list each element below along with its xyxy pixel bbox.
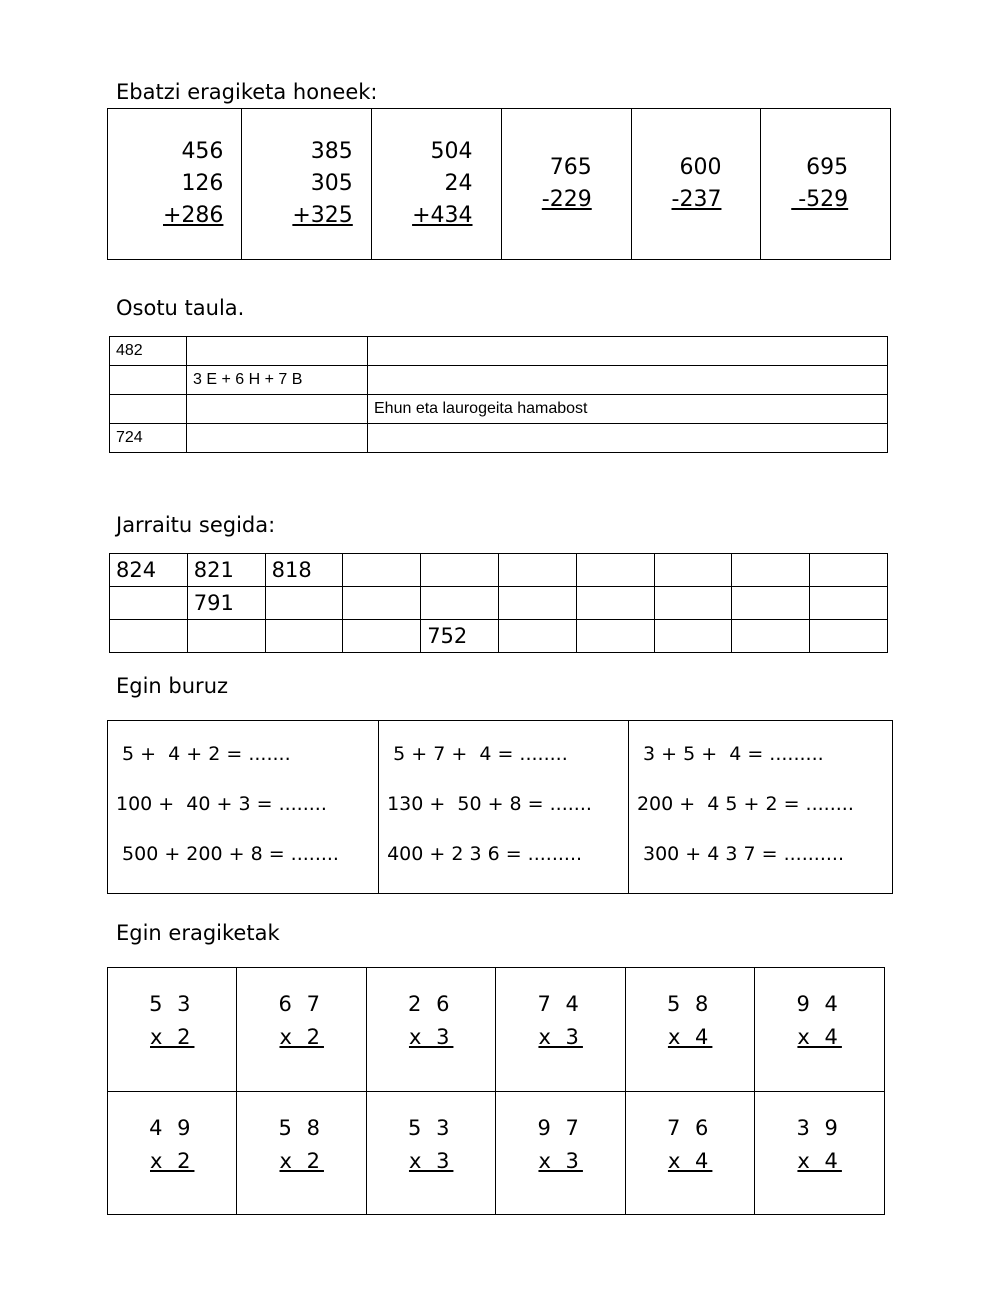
- multiplication-cell[interactable]: [755, 1091, 885, 1215]
- operand: 305: [310, 171, 353, 196]
- sequence-cell[interactable]: [732, 620, 810, 653]
- table-cell[interactable]: [368, 424, 888, 453]
- operand-last: -229: [541, 187, 592, 212]
- multiplicand: 7 6: [667, 1115, 713, 1140]
- sequence-cell[interactable]: [654, 587, 732, 620]
- mental-column: [108, 721, 379, 894]
- multiplication-table: [107, 967, 885, 1215]
- multiplier: x 4: [797, 1025, 842, 1049]
- sequence-table: [109, 553, 888, 653]
- table-cell[interactable]: [110, 395, 187, 424]
- multiplicand: 7 4: [537, 992, 583, 1016]
- complete-table: [109, 336, 888, 453]
- sequence-cell[interactable]: 791: [187, 587, 265, 620]
- multiplication-cell[interactable]: [496, 1091, 625, 1215]
- operations-table: [107, 108, 891, 260]
- multiplier: x 2: [150, 1025, 195, 1049]
- section-title-multiplication: Egin eragiketak: [116, 921, 280, 945]
- multiplicand: 5 3: [408, 1115, 454, 1140]
- operation-cell[interactable]: [242, 109, 372, 260]
- table-cell[interactable]: [187, 395, 368, 424]
- sequence-cell[interactable]: [110, 587, 188, 620]
- multiplier: x 3: [538, 1148, 583, 1173]
- sequence-cell[interactable]: [810, 554, 888, 587]
- table-cell[interactable]: [187, 424, 368, 453]
- multiplication-stack: [130, 988, 194, 1054]
- multiplication-stack: [777, 1112, 841, 1178]
- table-cell[interactable]: 3 E + 6 H + 7 B: [187, 366, 368, 395]
- multiplicand: 4 9: [149, 1115, 195, 1140]
- operation-cell[interactable]: [108, 109, 242, 260]
- sequence-cell[interactable]: [654, 620, 732, 653]
- mental-expression[interactable]: 300 + 4 3 7 = ..........: [636, 843, 844, 865]
- mental-expression[interactable]: 200 + 4 5 + 2 = ........: [636, 793, 854, 815]
- multiplication-stack: [259, 988, 323, 1054]
- sequence-cell[interactable]: [498, 554, 576, 587]
- sequence-cell[interactable]: 818: [265, 554, 343, 587]
- mental-expression[interactable]: 400 + 2 3 6 = .........: [387, 843, 583, 865]
- operand-last: +434: [412, 203, 473, 228]
- sequence-cell[interactable]: [810, 587, 888, 620]
- multiplicand: 9 4: [796, 992, 842, 1016]
- operation-cell[interactable]: [501, 109, 631, 260]
- multiplication-row: [108, 968, 885, 1092]
- sequence-cell[interactable]: [265, 620, 343, 653]
- multiplicand: 9 7: [537, 1115, 583, 1140]
- operation-stack: [412, 136, 472, 232]
- operation-cell[interactable]: [761, 109, 891, 260]
- multiplier: x 4: [797, 1148, 842, 1173]
- table-cell[interactable]: 482: [110, 337, 187, 366]
- sequence-cell[interactable]: [343, 620, 421, 653]
- operation-stack: [791, 152, 848, 216]
- multiplication-stack: [518, 1112, 582, 1178]
- multiplication-stack: [777, 988, 841, 1054]
- sequence-cell[interactable]: [421, 554, 499, 587]
- operand: 24: [444, 171, 473, 196]
- section-title-sequence: Jarraitu segida:: [116, 513, 276, 537]
- operand: 695: [806, 155, 849, 180]
- section-title-mental: Egin buruz: [116, 674, 229, 698]
- operation-stack: [542, 152, 592, 216]
- operation-cell[interactable]: [372, 109, 502, 260]
- operand-last: +286: [163, 203, 224, 228]
- multiplier: x 3: [538, 1025, 583, 1049]
- multiplication-stack: [518, 988, 582, 1054]
- table-row: [110, 395, 888, 424]
- sequence-cell[interactable]: [654, 554, 732, 587]
- multiplication-cell[interactable]: [496, 968, 625, 1092]
- multiplication-stack: [130, 1112, 194, 1178]
- multiplier: x 4: [667, 1148, 713, 1173]
- operand-last: -237: [671, 187, 722, 212]
- table-row: [110, 366, 888, 395]
- mental-expression[interactable]: 130 + 50 + 8 = .......: [387, 793, 592, 815]
- sequence-cell[interactable]: 752: [421, 620, 499, 653]
- multiplicand: 5 8: [667, 992, 713, 1016]
- operand: 385: [310, 139, 353, 164]
- sequence-cell[interactable]: [343, 587, 421, 620]
- sequence-cell[interactable]: [110, 620, 188, 653]
- multiplier: x 2: [150, 1148, 195, 1173]
- mental-column: [628, 721, 892, 894]
- operand: 765: [549, 155, 592, 180]
- sequence-cell[interactable]: [576, 587, 654, 620]
- operand-last: +325: [292, 203, 353, 228]
- sequence-cell[interactable]: [498, 587, 576, 620]
- sequence-cell[interactable]: [732, 554, 810, 587]
- mental-expression[interactable]: 3 + 5 + 4 = .........: [636, 743, 824, 765]
- multiplier: x 3: [408, 1025, 454, 1049]
- table-cell[interactable]: Ehun eta laurogeita hamabost: [368, 395, 888, 424]
- multiplication-cell[interactable]: [366, 968, 495, 1092]
- operand: 600: [679, 155, 722, 180]
- sequence-row: [110, 554, 888, 587]
- multiplication-cell[interactable]: [625, 968, 754, 1092]
- multiplication-stack: [259, 1112, 323, 1178]
- multiplier: x 2: [279, 1025, 324, 1049]
- multiplication-stack: [389, 1112, 453, 1178]
- mental-expression[interactable]: 100 + 40 + 3 = ........: [116, 793, 327, 815]
- operation-stack: [672, 152, 722, 216]
- operation-stack: [292, 136, 352, 232]
- multiplicand: 3 9: [796, 1115, 842, 1140]
- section-title-operations: Ebatzi eragiketa honeek:: [116, 80, 378, 104]
- multiplication-cell[interactable]: [237, 1091, 366, 1215]
- table-row: [110, 424, 888, 453]
- table-cell[interactable]: [110, 366, 187, 395]
- sequence-cell[interactable]: [187, 620, 265, 653]
- sequence-cell[interactable]: [265, 587, 343, 620]
- multiplication-cell[interactable]: [108, 968, 237, 1092]
- operation-stack: [163, 136, 223, 232]
- multiplicand: 5 8: [278, 1115, 324, 1140]
- multiplicand: 5 3: [149, 992, 195, 1016]
- operand: 456: [181, 139, 224, 164]
- sequence-cell[interactable]: [343, 554, 421, 587]
- operand: 504: [430, 139, 473, 164]
- multiplication-stack: [648, 988, 712, 1054]
- sequence-row: [110, 620, 888, 653]
- operation-cell[interactable]: [631, 109, 761, 260]
- mental-expression[interactable]: 5 + 4 + 2 = .......: [116, 743, 291, 765]
- operand: 126: [181, 171, 224, 196]
- table-cell[interactable]: [368, 337, 888, 366]
- table-cell[interactable]: [187, 337, 368, 366]
- multiplier: x 4: [667, 1025, 713, 1049]
- multiplication-cell[interactable]: [108, 1091, 237, 1215]
- sequence-cell[interactable]: [576, 620, 654, 653]
- table-cell[interactable]: 724: [110, 424, 187, 453]
- sequence-row: [110, 587, 888, 620]
- multiplication-cell[interactable]: [625, 1091, 754, 1215]
- multiplication-stack: [389, 988, 453, 1054]
- multiplication-cell[interactable]: [237, 968, 366, 1092]
- operand-last: -529: [791, 187, 849, 212]
- mental-expression[interactable]: 500 + 200 + 8 = ........: [116, 843, 339, 865]
- multiplication-row: [108, 1091, 885, 1215]
- multiplier: x 2: [279, 1148, 324, 1173]
- multiplicand: 6 7: [278, 992, 324, 1016]
- multiplication-cell[interactable]: [755, 968, 885, 1092]
- multiplicand: 2 6: [408, 992, 454, 1016]
- sequence-cell[interactable]: [732, 587, 810, 620]
- table-cell[interactable]: [368, 366, 888, 395]
- sequence-cell[interactable]: [421, 587, 499, 620]
- table-row: [110, 337, 888, 366]
- sequence-cell[interactable]: [810, 620, 888, 653]
- multiplication-stack: [648, 1112, 712, 1178]
- multiplier: x 3: [408, 1148, 454, 1173]
- mental-column: [379, 721, 629, 894]
- multiplication-cell[interactable]: [366, 1091, 495, 1215]
- mental-expression[interactable]: 5 + 7 + 4 = ........: [387, 743, 568, 765]
- sequence-cell[interactable]: 821: [187, 554, 265, 587]
- section-title-complete-table: Osotu taula.: [116, 296, 245, 320]
- sequence-cell[interactable]: 824: [110, 554, 188, 587]
- mental-math-table: [107, 720, 893, 894]
- sequence-cell[interactable]: [498, 620, 576, 653]
- sequence-cell[interactable]: [576, 554, 654, 587]
